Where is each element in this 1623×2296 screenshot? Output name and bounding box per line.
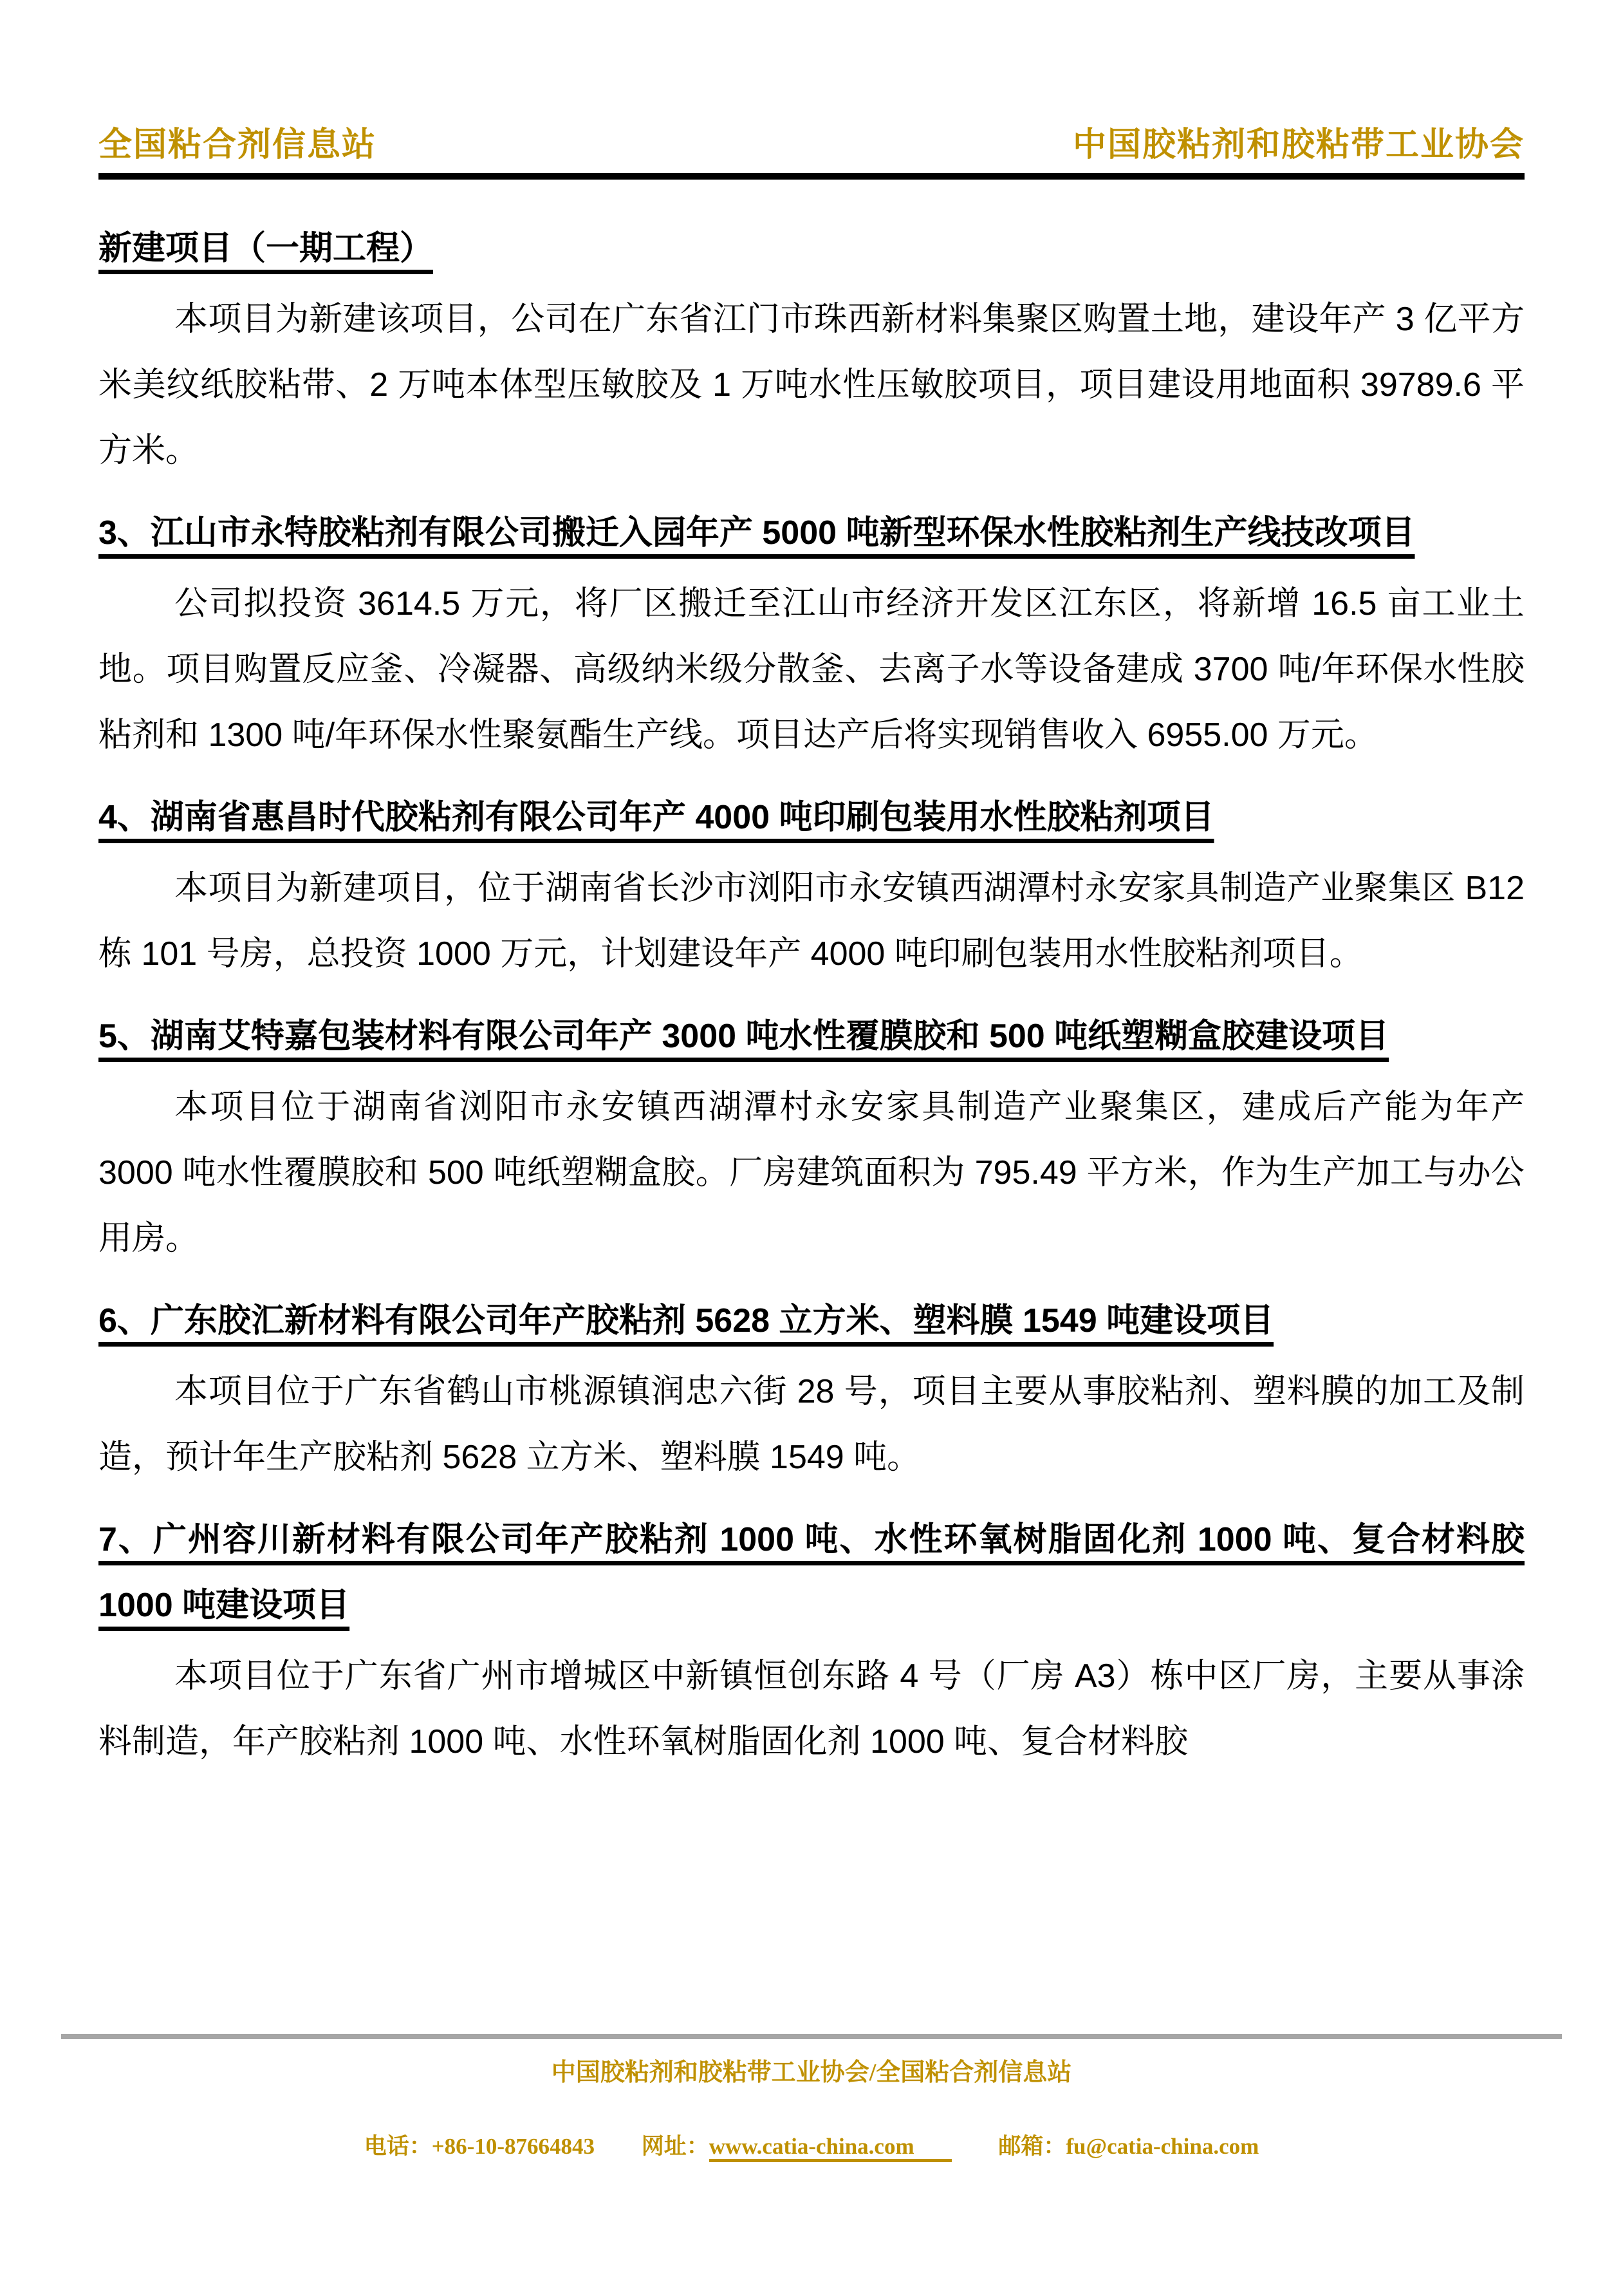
footer-phone: [364, 2134, 595, 2159]
section-paragraph: 本项目位于广东省广州市增城区中新镇恒创东路 4 号（厂房 A3）栋中区厂房，主要从事涂料制造，年产胶粘剂 1000 吨、水性环氧树脂固化剂 1000 吨、复合材料胶: [98, 1657, 1525, 1760]
header-right-title: 中国胶粘剂和胶粘带工业协会: [1072, 126, 1525, 163]
footer-divider: [61, 2034, 1562, 2039]
phone-label: 电话：: [364, 2134, 432, 2159]
section-heading-7: 7、广州容川新材料有限公司年产胶粘剂 1000 吨、水性环氧树脂固化剂 1000 吨、复合材料胶 1000 吨建设项目: [98, 1521, 1525, 1624]
footer-website: [642, 2134, 952, 2159]
section-heading-new-project: 新建项目（一期工程）: [98, 230, 434, 267]
footer-contacts: [0, 2129, 1623, 2161]
header-divider: [98, 173, 1525, 180]
email-label: 邮箱：: [998, 2134, 1066, 2159]
section-heading-4: 4、湖南省惠昌时代胶粘剂有限公司年产 4000 吨印刷包装用水性胶粘剂项目: [98, 799, 1214, 836]
section-paragraph: 本项目为新建该项目，公司在广东省江门市珠西新材料集聚区购置土地，建设年产 3 亿平方米美纹纸胶粘带、2 万吨本体型压敏胶及 1 万吨水性压敏胶项目，项目建设用地面积 39789.6 平方米。: [98, 301, 1525, 469]
section-paragraph: 公司拟投资 3614.5 万元，将厂区搬迁至江山市经济开发区江东区，将新增 16.5 亩工业土地。项目购置反应釜、冷凝器、高级纳米级分散釜、去离子水等设备建成 3700 吨/年环保水性胶粘剂和 1300 吨/年环保水性聚氨酯生产线。项目达产后将实现销售收入 6955.00 万元。: [98, 585, 1525, 754]
page-footer: [0, 2034, 1623, 2161]
website-label: 网址：: [641, 2134, 709, 2159]
section-heading-5: 5、湖南艾特嘉包装材料有限公司年产 3000 吨水性覆膜胶和 500 吨纸塑糊盒胶建设项目: [98, 1018, 1389, 1055]
section-heading-3: 3、江山市永特胶粘剂有限公司搬迁入园年产 5000 吨新型环保水性胶粘剂生产线技改项目: [98, 514, 1415, 552]
section-paragraph: 本项目为新建项目，位于湖南省长沙市浏阳市永安镇西湖潭村永安家具制造产业聚集区 B12 栋 101 号房，总投资 1000 万元，计划建设年产 4000 吨印刷包装用水性胶粘剂项目。: [98, 870, 1525, 973]
page-header: [98, 0, 1525, 165]
phone-number: +86-10-87664843: [431, 2134, 595, 2159]
footer-organization: 中国胶粘剂和胶粘带工业协会/全国粘合剂信息站: [551, 2059, 1072, 2086]
section-paragraph: 本项目位于广东省鹤山市桃源镇润忠六街 28 号，项目主要从事胶粘剂、塑料膜的加工及制造，预计年生产胶粘剂 5628 立方米、塑料膜 1549 吨。: [98, 1373, 1525, 1476]
section-paragraph: 本项目位于湖南省浏阳市永安镇西湖潭村永安家具制造产业聚集区，建成后产能为年产 3000 吨水性覆膜胶和 500 吨纸塑糊盒胶。厂房建筑面积为 795.49 平方米，作为生产加工与办公用房。: [98, 1088, 1525, 1257]
footer-email: [998, 2134, 1259, 2159]
website-link[interactable]: www.catia-china.com: [709, 2134, 952, 2162]
header-left-title: 全国粘合剂信息站: [98, 126, 377, 163]
section-heading-6: 6、广东胶汇新材料有限公司年产胶粘剂 5628 立方米、塑料膜 1549 吨建设项目: [98, 1302, 1274, 1339]
email-address: fu@catia-china.com: [1066, 2134, 1259, 2159]
